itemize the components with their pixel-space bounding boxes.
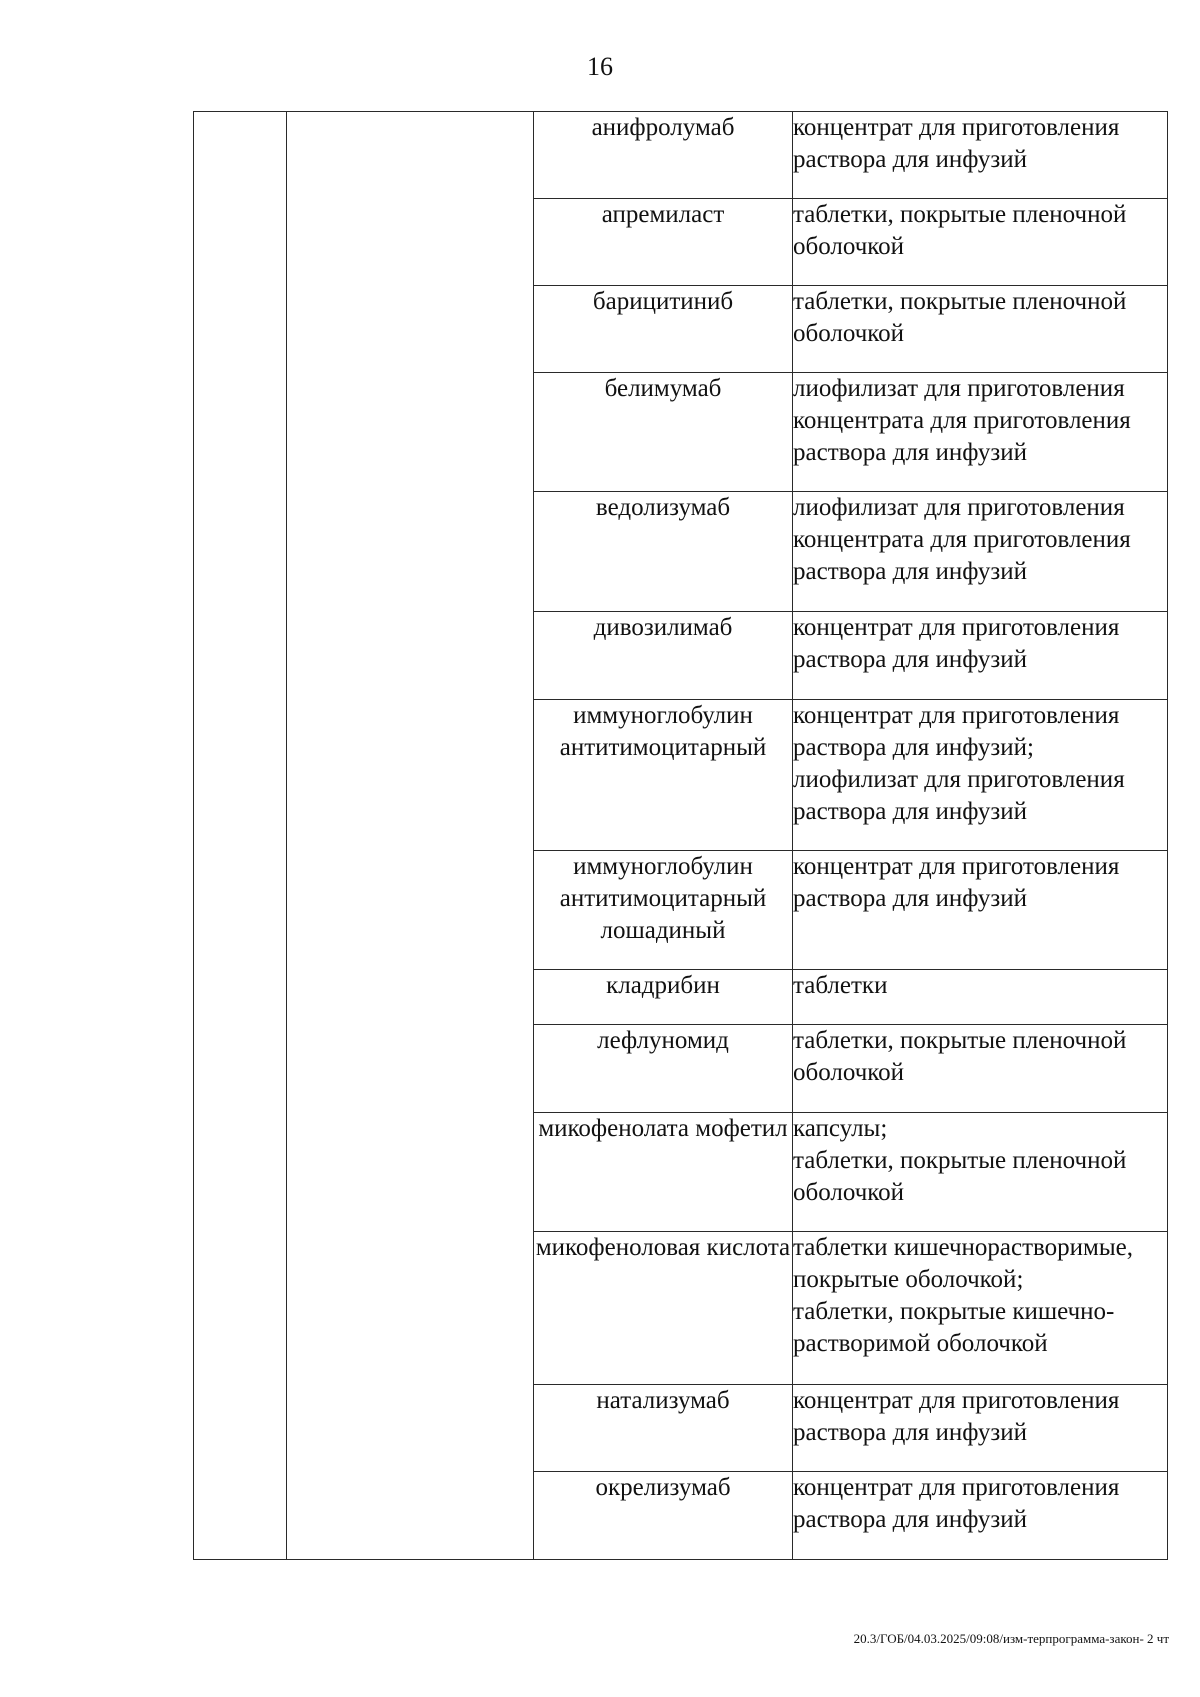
dosage-form-cell: лиофилизат для приготовления концентрата для приготовления раствора для инфузий [793, 373, 1168, 492]
dosage-form-cell: концентрат для приготовления раствора для инфузий [793, 112, 1168, 199]
dosage-form-cell: лиофилизат для приготовления концентрата для приготовления раствора для инфузий [793, 492, 1168, 612]
drug-name-cell: окрелизумаб [534, 1472, 793, 1560]
drug-name-cell: иммуноглобулин антитимоцитарный лошадиный [534, 851, 793, 970]
drug-name-cell: иммуноглобулин антитимоцитарный [534, 700, 793, 851]
dosage-form-cell: таблетки [793, 970, 1168, 1025]
drug-table-body [194, 112, 1168, 1560]
dosage-form-cell: таблетки, покрытые пленочной оболочкой [793, 286, 1168, 373]
dosage-form-cell: таблетки кишечнорастворимые, покрытые оболочкой; таблетки, покрытые кишечно- растворимой оболочкой [793, 1232, 1168, 1385]
drug-name-cell: микофенолата мофетил [534, 1113, 793, 1232]
empty-group-cell [287, 112, 534, 1560]
dosage-form-cell: концентрат для приготовления раствора для инфузий [793, 612, 1168, 700]
drug-name-cell: ведолизумаб [534, 492, 793, 612]
drug-name-cell: анифролумаб [534, 112, 793, 199]
drug-name-cell: дивозилимаб [534, 612, 793, 700]
drug-table [193, 111, 1168, 1560]
drug-name-cell: кладрибин [534, 970, 793, 1025]
drug-name-cell: микофеноловая кислота [534, 1232, 793, 1385]
dosage-form-cell: концентрат для приготовления раствора для инфузий [793, 851, 1168, 970]
drug-name-cell: барицитиниб [534, 286, 793, 373]
document-footer-code: 20.3/ГОБ/04.03.2025/09:08/изм-терпрограмма-закон- 2 чт [853, 1631, 1169, 1646]
drug-name-cell: натализумаб [534, 1385, 793, 1472]
dosage-form-cell: капсулы; таблетки, покрытые пленочной оболочкой [793, 1113, 1168, 1232]
dosage-form-cell: таблетки, покрытые пленочной оболочкой [793, 199, 1168, 286]
drug-name-cell: белимумаб [534, 373, 793, 492]
dosage-form-cell: концентрат для приготовления раствора для инфузий; лиофилизат для приготовления раствора для инфузий [793, 700, 1168, 851]
empty-code-cell [194, 112, 287, 1560]
drug-name-cell: апремиласт [534, 199, 793, 286]
dosage-form-cell: таблетки, покрытые пленочной оболочкой [793, 1025, 1168, 1113]
table-row [194, 112, 1168, 199]
dosage-form-cell: концентрат для приготовления раствора для инфузий [793, 1385, 1168, 1472]
drug-name-cell: лефлуномид [534, 1025, 793, 1113]
page-number: 16 [587, 52, 613, 81]
dosage-form-cell: концентрат для приготовления раствора для инфузий [793, 1472, 1168, 1560]
